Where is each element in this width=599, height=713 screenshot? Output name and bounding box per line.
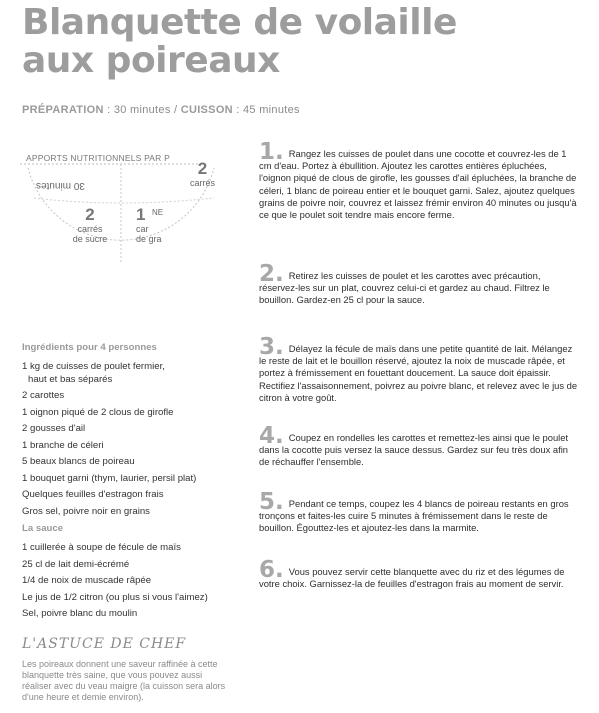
nutrition-time: 30 minutes [36,180,85,191]
list-item: 1 bouquet garni (thym, laurier, persil plat) [22,472,197,484]
list-item: 25 cl de lait demi-écrémé [22,558,130,570]
list-item: 1/4 de noix de muscade râpée [22,575,152,586]
list-item: 1 branche de céleri [22,439,104,451]
recipe-step [259,423,581,469]
nutrition-fat-number: 1 [136,205,146,224]
nutrition-sugar-label1: carrés [77,224,103,234]
chef-tip-title: L'ASTUCE DE CHEF [22,636,187,652]
step-text: Retirez les cuisses de poulet et les carottes avec précaution, réservez-les sur un plat, couvrez celui-ci et gardez au chaud. Filtrez le bouillon. Gardez-en 25 cl pour la sauce. [259,270,550,306]
recipe-step [259,261,581,307]
recipe-step [259,334,581,404]
nutrition-sugar [68,206,112,244]
step-text: Rangez les cuisses de poulet dans une cocotte et couvrez-les de 1 cm d'eau. Portez à ébullition. Ajoutez les carottes entières épluchées, l'oignon piqué de clous de girofle, les gousses d'ail épluchées, la branche de céleri, 1 blanc de poireau entier et le bouquet garni. Salez, ajoutez quelques grains de poivre noir, couvrez et laissez frémir environ 40 minutes ou jusqu'à ce que le poulet soit tendre mais encore ferme. [259,148,577,221]
list-item: 2 carottes [22,390,65,401]
nutrition-top-right-number: 2 [197,159,208,178]
ingredients-section [22,342,222,522]
nutrition-fat-label1: car [136,224,149,234]
sauce-heading: La sauce [22,523,64,534]
nutrition-top-right [190,160,215,188]
list-item: 1 kg de cuisses de poulet fermier, [22,361,165,372]
step-text: Délayez la fécule de maïs dans une petite quantité de lait. Mélangez le reste de lait et le bouillon réservé, ajoutez la noix de muscade râpée, et portez à frémissement en fouettant doucement. La sauce doit épaissir. Rectifiez l'assaisonnement, poivrez au poivre blanc, et relevez avec le jus de citron à votre goût. [259,343,578,403]
list-item: Le jus de 1/2 citron (ou plus si vous l'aimez) [22,591,208,603]
ingredients-list [22,361,222,517]
step-number: 6. [259,557,284,583]
step-text: Vous pouvez servir cette blanquette avec du riz et des légumes de votre choix. Garnissez-la de feuilles d'estragon frais au moment de servir. [259,566,565,590]
step-text: Coupez en rondelles les carottes et remettez-les ainsi que le poulet dans la cocotte puis versez la sauce dessus. Gardez sur feu très doux afin de réchauffer l'ensemble. [259,432,569,468]
ingredients-heading: Ingrédients pour 4 personnes [22,342,157,353]
recipe-step [259,557,581,590]
recipe-title [22,4,457,80]
recipe-step [259,139,581,221]
nutrition-top-right-label: carrés [190,178,216,188]
cook-value: 45 minutes [243,104,300,116]
step-number: 3. [259,334,284,360]
prep-times: PRÉPARATION : 30 minutes / CUISSON : 45 minutes [22,104,300,116]
list-item: 5 beaux blancs de poireau [22,456,135,467]
list-item: Quelques feuilles d'estragon frais [22,489,164,500]
nutrition-partial-label: NE [152,208,164,217]
list-item: 1 oignon piqué de 2 clous de girofle [22,406,174,418]
list-item: Sel, poivre blanc du moulin [22,608,138,619]
recipe-step [259,489,581,535]
sauce-section [22,523,222,625]
nutrition-title: APPORTS NUTRITIONNELS PAR P [26,153,170,163]
recipe-title-line1: Blanquette de volaille [22,2,457,43]
prep-label: PRÉPARATION [22,104,104,116]
cook-label: CUISSON [180,104,233,116]
list-item: haut et bas séparés [28,373,113,385]
recipe-title-line2: aux poireaux [22,40,280,81]
sauce-list [22,542,222,619]
list-item: 2 gousses d'ail [22,423,86,434]
step-number: 1. [259,139,284,165]
step-number: 2. [259,261,284,287]
step-number: 5. [259,489,284,515]
step-number: 4. [259,423,284,449]
list-item: 1 cuillerée à soupe de fécule de maïs [22,542,181,553]
chef-tip-text: Les poireaux donnent une saveur raffinée à cette blanquette très saine, que vous pouvez aussi réaliser avec du veau maigre (la cuisson sera alors d'une heure et demie environ). [22,659,226,702]
step-text: Pendant ce temps, coupez les 4 blancs de poireau restants en gros tronçons et faites-les cuire 5 minutes à frémissement dans le reste de bouillon. Égouttez-les et ajoutez-les dans la marmite. [259,498,569,534]
nutrition-sugar-label2: de sucre [72,234,108,244]
nutrition-fat-label2: de gra [136,234,162,244]
nutrition-wheel [18,148,223,273]
prep-value: 30 minutes [113,104,171,116]
list-item: Gros sel, poivre noir en grains [22,505,150,517]
nutrition-sugar-number: 2 [85,205,95,224]
